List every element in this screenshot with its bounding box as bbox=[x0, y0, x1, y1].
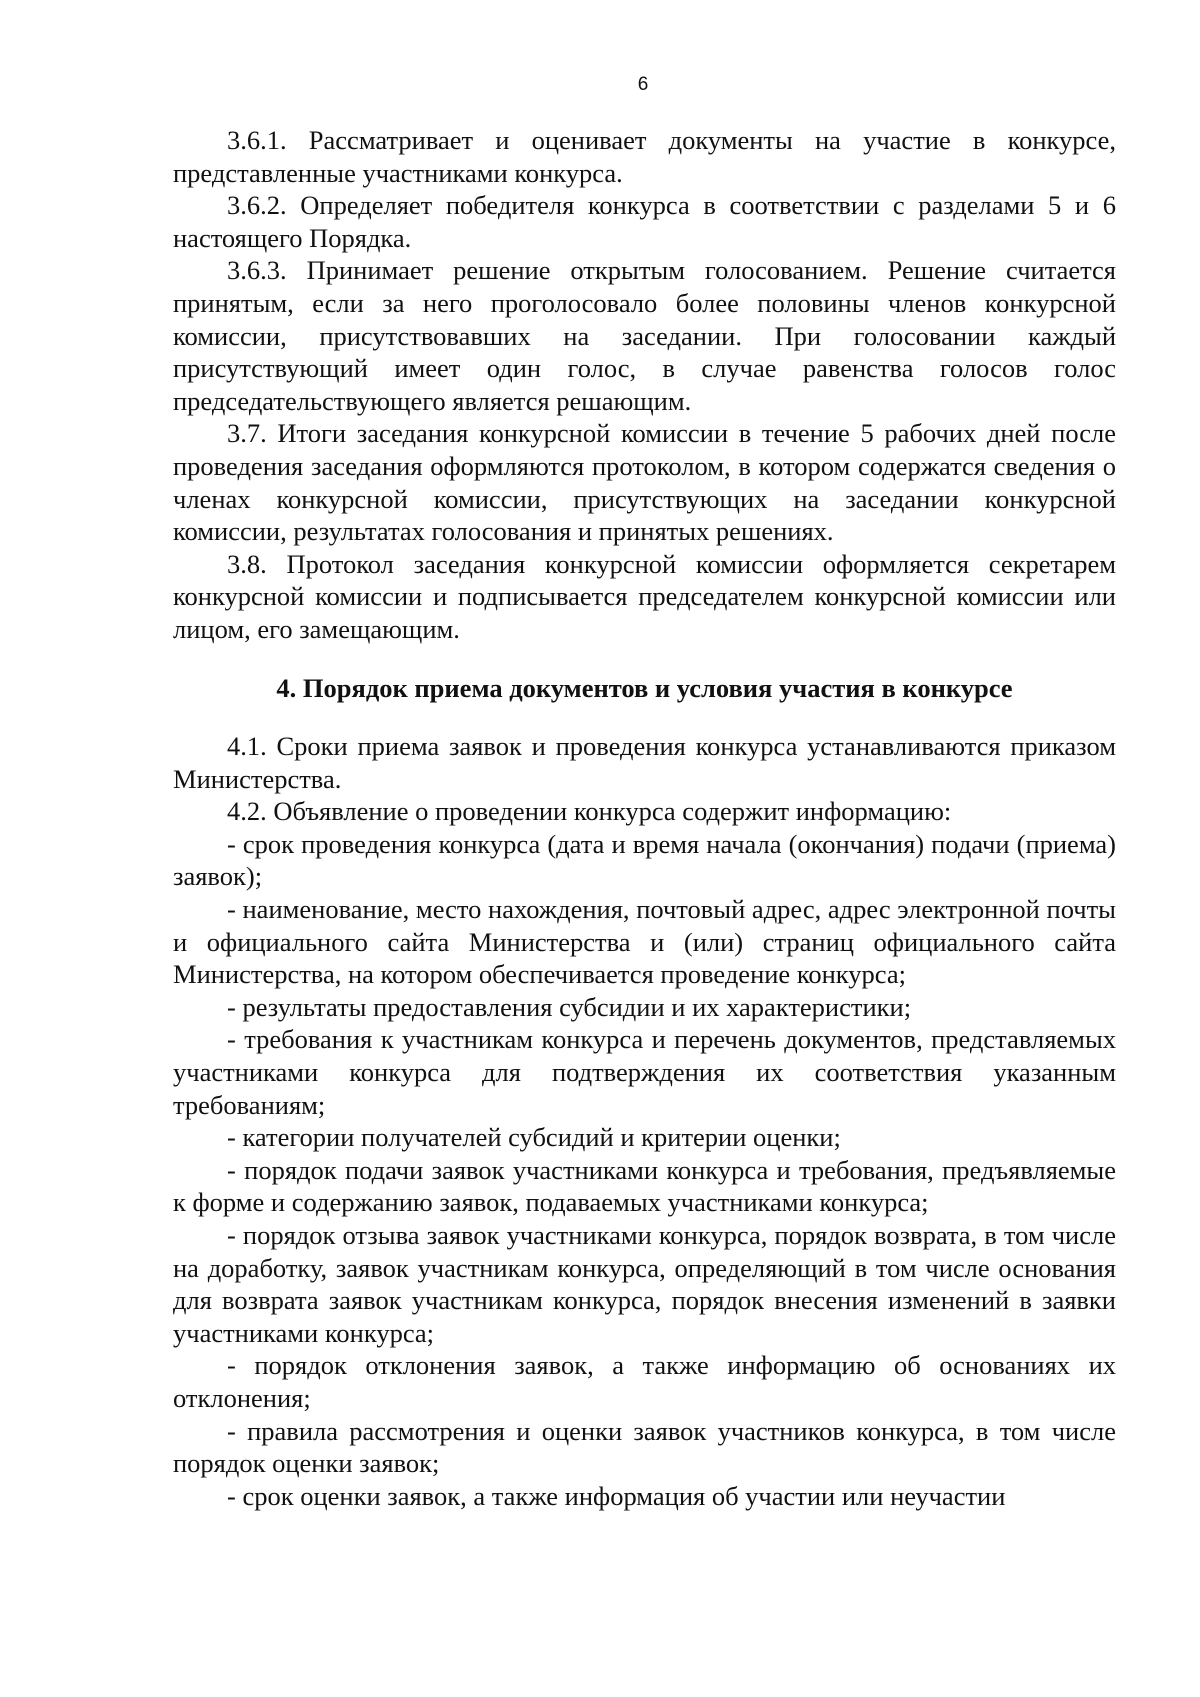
list-item: - правила рассмотрения и оценки заявок участников конкурса, в том числе порядок оценки заявок; bbox=[173, 1415, 1116, 1479]
list-item: - наименование, место нахождения, почтовый адрес, адрес электронной почты и официального сайта Министерства и (или) страниц официального сайта Министерства, на котором обеспечивается проведение конкурса; bbox=[173, 894, 1116, 990]
list-item: - порядок подачи заявок участниками конкурса и требования, предъявляемые к форме и содержанию заявок, подаваемых участниками конкурса; bbox=[173, 1154, 1116, 1218]
paragraph-4-1: 4.1. Сроки приема заявок и проведения конкурса устанавливаются приказом Министерства. bbox=[173, 731, 1116, 794]
paragraph-3-7: 3.7. Итоги заседания конкурсной комиссии в течение 5 рабочих дней после проведения заседания оформляются протоколом, в котором содержатся сведения о членах конкурсной комиссии, присутствующих на заседании конкурсной комиссии, результатах голосования и принятых решениях. bbox=[173, 418, 1116, 547]
list-item: - результаты предоставления субсидии и их характеристики; bbox=[227, 991, 912, 1022]
paragraph-3-8: 3.8. Протокол заседания конкурсной комиссии оформляется секретарем конкурсной комиссии и подписывается председателем конкурсной комиссии или лицом, его замещающим. bbox=[173, 548, 1116, 644]
list-item: - требования к участникам конкурса и перечень документов, представляемых участниками конкурса для подтверждения их соответствия указанным требованиям; bbox=[173, 1024, 1116, 1120]
list-item: - срок проведения конкурса (дата и время начала (окончания) подачи (приема) заявок); bbox=[173, 828, 1116, 892]
page-number: 6 bbox=[637, 74, 649, 95]
list-item: - порядок отклонения заявок, а также информацию об основаниях их отклонения; bbox=[173, 1350, 1116, 1413]
paragraph-3-6-3: 3.6.3. Принимает решение открытым голосованием. Решение считается принятым, если за него проголосовало более половины членов конкурсной комиссии, присутствовавших на заседании. При голосовании каждый присутствующий имеет один голос, в случае равенства голосов голос председательствующего является решающим. bbox=[173, 255, 1116, 416]
document-body bbox=[173, 124, 1116, 1512]
list-item: - порядок отзыва заявок участниками конкурса, порядок возврата, в том числе на доработку, заявок участникам конкурса, определяющий в том числе основания для возврата заявок участникам конкурса, порядок внесения изменений в заявки участниками конкурса; bbox=[173, 1220, 1116, 1348]
list-item: - срок оценки заявок, а также информация об участии или неучастии bbox=[227, 1480, 1006, 1511]
paragraph-3-6-2: 3.6.2. Определяет победителя конкурса в соответствии с разделами 5 и 6 настоящего Порядка. bbox=[173, 190, 1116, 253]
section-heading: 4. Порядок приема документов и условия участия в конкурсе bbox=[276, 672, 1013, 703]
list-item: - категории получателей субсидий и критерии оценки; bbox=[227, 1122, 841, 1153]
paragraph-4-2: 4.2. Объявление о проведении конкурса содержит информацию: bbox=[227, 796, 952, 827]
paragraph-3-6-1: 3.6.1. Рассматривает и оценивает документы на участие в конкурсе, представленные участниками конкурса. bbox=[173, 125, 1116, 188]
